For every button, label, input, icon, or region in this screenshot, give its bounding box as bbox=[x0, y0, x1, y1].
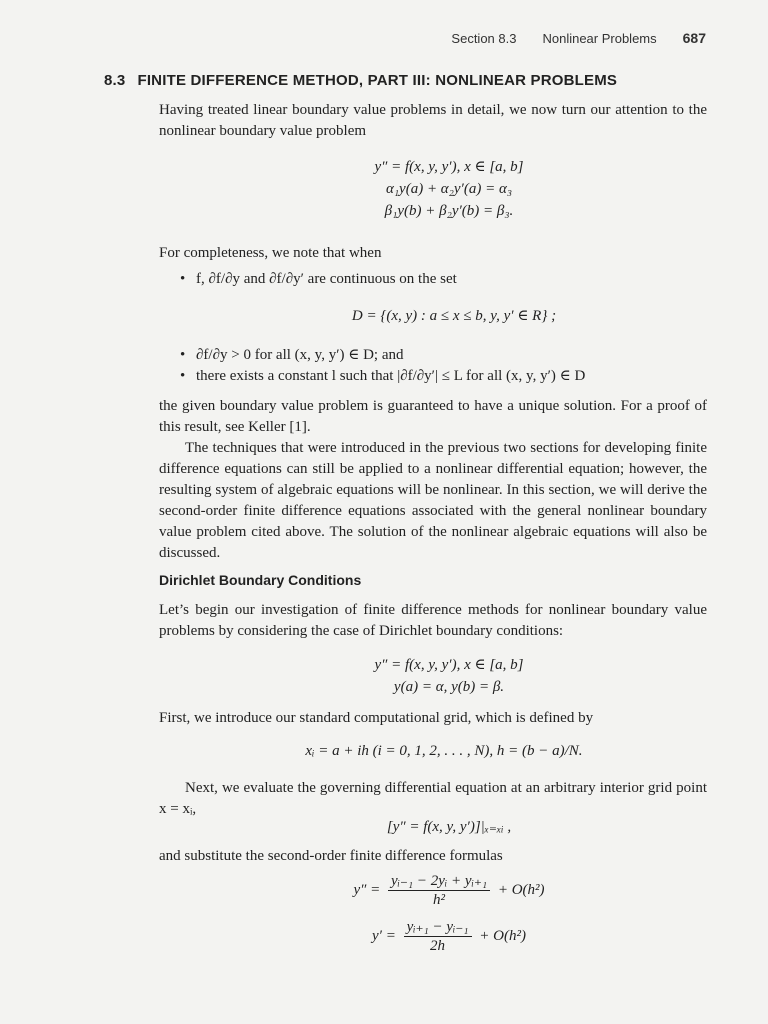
completeness-block bbox=[159, 243, 707, 264]
fd2-denominator: 2h bbox=[430, 938, 446, 954]
dirichlet-line-2: y(a) = α, y(b) = β. bbox=[393, 679, 505, 695]
fd-formula-1 bbox=[175, 872, 723, 909]
bullet-item-1: • f, ∂f/∂y and ∂f/∂y′ are continuous on the set bbox=[180, 269, 707, 290]
bullet-item-3: • there exists a constant l such that |∂f/∂y′| ≤ L for all (x, y, y′) ∈ D bbox=[180, 366, 707, 387]
running-header bbox=[451, 30, 706, 46]
completeness-text: For completeness, we note that when bbox=[159, 245, 382, 261]
fd2-lhs: y′ = bbox=[372, 927, 396, 944]
fd1-order: + O(h²) bbox=[497, 881, 545, 898]
fd1-numerator: yᵢ₋₁ − 2yᵢ + yᵢ₊₁ bbox=[388, 872, 490, 891]
evaluate-equation bbox=[175, 816, 723, 838]
fd1-lhs: y″ = bbox=[353, 881, 381, 898]
section-title: FINITE DIFFERENCE METHOD, PART III: NONLINEAR PROBLEMS bbox=[137, 72, 618, 89]
evaluate-paragraph: Next, we evaluate the governing differential equation at an arbitrary interior grid point x = xᵢ, bbox=[159, 780, 707, 817]
bullet-text-1: f, ∂f/∂y and ∂f/∂y′ are continuous on the set bbox=[196, 271, 457, 287]
evaluate-equation-line: [y″ = f(x, y, y′)]|ₓ₌ₓᵢ , bbox=[386, 819, 512, 835]
bullet-item-2: • ∂f/∂y > 0 for all (x, y, y′) ∈ D; and bbox=[180, 345, 707, 366]
bvp-line-1: y″ = f(x, y, y′), x ∈ [a, b] bbox=[374, 159, 524, 175]
substitute-paragraph-block bbox=[159, 846, 707, 867]
grid-paragraph-block bbox=[159, 708, 707, 729]
dirichlet-paragraph-block bbox=[159, 600, 707, 642]
fd-formula-2 bbox=[175, 918, 723, 955]
page-number: 687 bbox=[682, 30, 706, 46]
fd2-order: + O(h²) bbox=[479, 927, 526, 944]
evaluate-paragraph-block bbox=[159, 778, 707, 820]
grid-equation-line: xᵢ = a + ih (i = 0, 1, 2, . . . , N), h = (b − a)/N. bbox=[305, 743, 583, 759]
fd1-fraction bbox=[388, 872, 490, 909]
bvp-equations bbox=[175, 156, 723, 222]
bullet-text-3: there exists a constant l such that |∂f/∂y′| ≤ L for all (x, y, y′) ∈ D bbox=[196, 368, 586, 384]
section-heading bbox=[104, 72, 617, 89]
intro-paragraph: Having treated linear boundary value problems in detail, we now turn our attention to the nonlinear boundary value problem bbox=[159, 102, 707, 139]
subheading-dirichlet: Dirichlet Boundary Conditions bbox=[159, 572, 362, 588]
bullet-list-2 bbox=[180, 345, 707, 387]
bvp-line-3: β₁y(b) + β₂y′(b) = β₃. bbox=[384, 203, 514, 219]
unique-paragraph: the given boundary value problem is guaranteed to have a unique solution. For a proof of this result, see Keller [1]. bbox=[159, 398, 707, 435]
fd2-numerator: yᵢ₊₁ − yᵢ₋₁ bbox=[404, 918, 472, 937]
bvp-line-2: α₁y(a) + α₂y′(a) = α₃ bbox=[385, 181, 513, 197]
set-equation bbox=[180, 305, 728, 327]
bullet-list-1 bbox=[180, 269, 707, 290]
substitute-paragraph: and substitute the second-order finite difference formulas bbox=[159, 848, 503, 864]
header-title: Nonlinear Problems bbox=[542, 31, 657, 46]
dirichlet-equations bbox=[175, 654, 723, 698]
bullet-text-2: ∂f/∂y > 0 for all (x, y, y′) ∈ D; and bbox=[196, 347, 404, 363]
grid-paragraph: First, we introduce our standard computational grid, which is defined by bbox=[159, 710, 594, 726]
set-equation-line: D = {(x, y) : a ≤ x ≤ b, y, y′ ∈ R} ; bbox=[351, 308, 557, 324]
techniques-paragraph: The techniques that were introduced in the previous two sections for developing finite difference equations can still be applied to a nonlinear differential equation; however, the resulting system of algebraic equations will be nonlinear. In this section, we will derive the second-order finite difference equations associated with the general nonlinear boundary value problem cited above. The solution of the nonlinear algebraic equations will also be discussed. bbox=[159, 440, 707, 561]
header-section: Section 8.3 bbox=[451, 31, 517, 46]
dirichlet-line-1: y″ = f(x, y, y′), x ∈ [a, b] bbox=[374, 657, 524, 673]
section-number: 8.3 bbox=[104, 72, 126, 89]
grid-equation bbox=[170, 740, 718, 762]
intro-paragraph-block bbox=[159, 100, 707, 142]
fd1-denominator: h² bbox=[433, 892, 446, 908]
fd2-fraction bbox=[404, 918, 472, 955]
dirichlet-paragraph: Let’s begin our investigation of finite difference methods for nonlinear boundary value problems by considering the case of Dirichlet boundary conditions: bbox=[159, 602, 707, 639]
body-paragraphs bbox=[159, 396, 707, 564]
